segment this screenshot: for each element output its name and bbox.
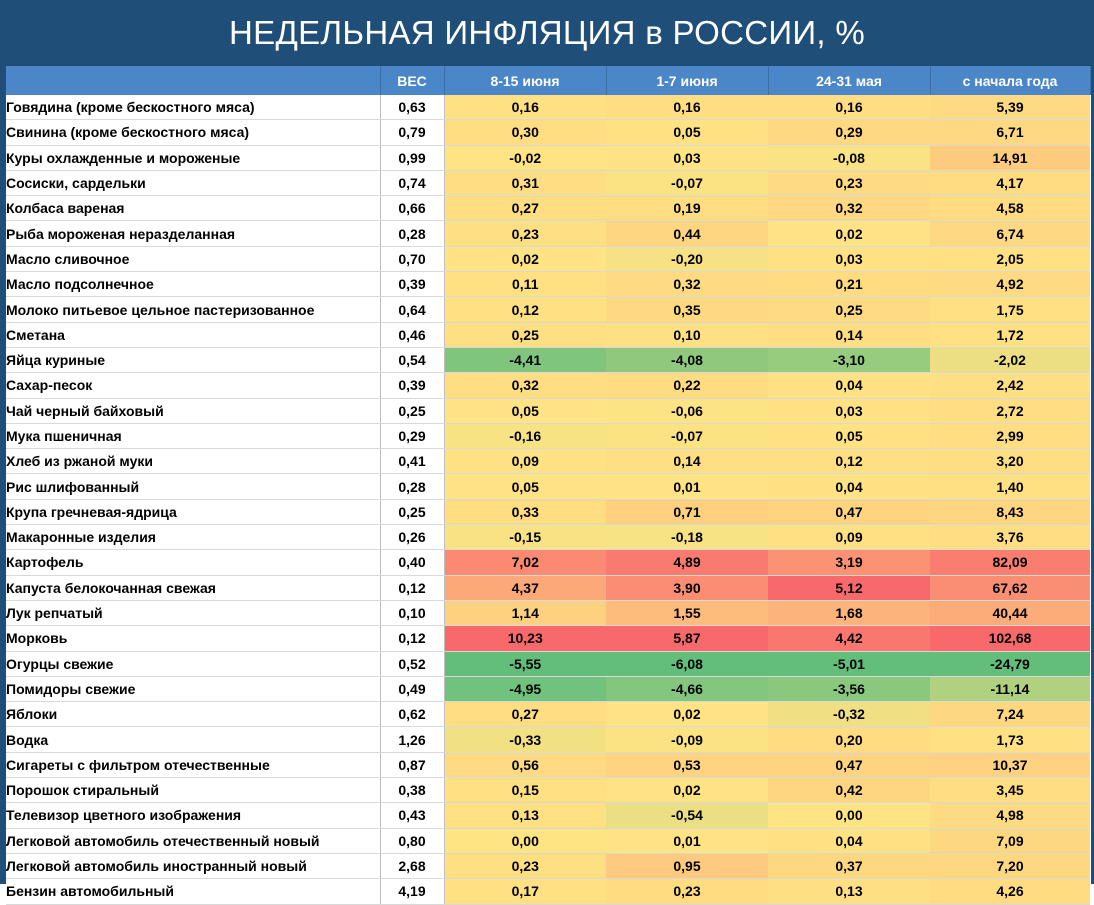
row-weight-cell: 0,28 — [380, 474, 444, 499]
cell-week-1: 0,13 — [444, 803, 606, 828]
header-row — [6, 66, 1090, 95]
cell-ytd: 4,58 — [930, 196, 1090, 221]
table-row — [6, 702, 1090, 727]
row-name-cell: Сметана — [6, 322, 380, 347]
cell-ytd: 40,44 — [930, 600, 1090, 625]
cell-week-3: -3,56 — [768, 676, 930, 701]
row-weight-cell: 0,49 — [380, 676, 444, 701]
cell-week-3: 0,47 — [768, 752, 930, 777]
row-weight-cell: 0,25 — [380, 398, 444, 423]
cell-ytd: 1,75 — [930, 297, 1090, 322]
cell-ytd: 3,76 — [930, 525, 1090, 550]
cell-week-2: 3,90 — [606, 575, 768, 600]
inflation-table — [6, 66, 1091, 905]
cell-week-2: 4,89 — [606, 550, 768, 575]
row-name-cell: Картофель — [6, 550, 380, 575]
row-weight-cell: 4,19 — [380, 879, 444, 904]
cell-week-1: 0,12 — [444, 297, 606, 322]
row-name-cell: Порошок стиральный — [6, 778, 380, 803]
row-weight-cell: 2,68 — [380, 853, 444, 878]
table-row — [6, 727, 1090, 752]
table-body — [6, 95, 1090, 904]
cell-ytd: 3,45 — [930, 778, 1090, 803]
cell-week-1: 0,33 — [444, 499, 606, 524]
row-name-cell: Яйца куриные — [6, 347, 380, 372]
table-row — [6, 499, 1090, 524]
row-weight-cell: 0,28 — [380, 221, 444, 246]
cell-ytd: 102,68 — [930, 626, 1090, 651]
cell-week-1: 0,30 — [444, 120, 606, 145]
cell-ytd: 10,37 — [930, 752, 1090, 777]
table-row — [6, 803, 1090, 828]
cell-week-1: 0,27 — [444, 196, 606, 221]
cell-week-3: 0,04 — [768, 474, 930, 499]
cell-week-2: 0,53 — [606, 752, 768, 777]
cell-week-1: 0,09 — [444, 449, 606, 474]
cell-week-1: -4,41 — [444, 347, 606, 372]
cell-ytd: 82,09 — [930, 550, 1090, 575]
cell-week-3: -0,32 — [768, 702, 930, 727]
cell-ytd: 2,05 — [930, 246, 1090, 271]
cell-week-3: -3,10 — [768, 347, 930, 372]
table-row — [6, 221, 1090, 246]
cell-week-3: 0,29 — [768, 120, 930, 145]
table-row — [6, 828, 1090, 853]
cell-ytd: 2,42 — [930, 373, 1090, 398]
row-weight-cell: 0,54 — [380, 347, 444, 372]
cell-week-3: 0,14 — [768, 322, 930, 347]
cell-week-2: 0,02 — [606, 702, 768, 727]
table-row — [6, 778, 1090, 803]
row-name-cell: Сигареты с фильтром отечественные — [6, 752, 380, 777]
cell-week-2: -0,54 — [606, 803, 768, 828]
table-row — [6, 651, 1090, 676]
table-row — [6, 297, 1090, 322]
row-name-cell: Мука пшеничная — [6, 423, 380, 448]
row-weight-cell: 0,12 — [380, 575, 444, 600]
cell-ytd: 4,26 — [930, 879, 1090, 904]
row-weight-cell: 0,46 — [380, 322, 444, 347]
cell-week-3: 0,04 — [768, 373, 930, 398]
cell-ytd: 5,39 — [930, 95, 1090, 120]
cell-week-3: 0,16 — [768, 95, 930, 120]
header-week-1: 8-15 июня — [444, 66, 606, 95]
cell-ytd: 4,98 — [930, 803, 1090, 828]
row-name-cell: Лук репчатый — [6, 600, 380, 625]
table-row — [6, 525, 1090, 550]
table-row — [6, 879, 1090, 904]
cell-ytd: -11,14 — [930, 676, 1090, 701]
header-name — [6, 66, 380, 95]
header-week-3: 24-31 мая — [768, 66, 930, 95]
cell-ytd: 1,40 — [930, 474, 1090, 499]
row-name-cell: Говядина (кроме бескостного мяса) — [6, 95, 380, 120]
row-name-cell: Масло сливочное — [6, 246, 380, 271]
row-weight-cell: 0,66 — [380, 196, 444, 221]
cell-week-2: -0,20 — [606, 246, 768, 271]
cell-week-2: 1,55 — [606, 600, 768, 625]
cell-week-2: 0,22 — [606, 373, 768, 398]
cell-week-3: 0,09 — [768, 525, 930, 550]
row-weight-cell: 0,39 — [380, 373, 444, 398]
row-weight-cell: 0,62 — [380, 702, 444, 727]
cell-week-1: -0,16 — [444, 423, 606, 448]
cell-week-2: -6,08 — [606, 651, 768, 676]
table-row — [6, 272, 1090, 297]
cell-week-1: -4,95 — [444, 676, 606, 701]
cell-week-1: 0,17 — [444, 879, 606, 904]
table-row — [6, 423, 1090, 448]
cell-week-2: 0,10 — [606, 322, 768, 347]
cell-week-3: -0,08 — [768, 145, 930, 170]
row-weight-cell: 0,25 — [380, 499, 444, 524]
cell-week-1: -0,33 — [444, 727, 606, 752]
table-row — [6, 145, 1090, 170]
row-name-cell: Легковой автомобиль отечественный новый — [6, 828, 380, 853]
cell-ytd: 3,20 — [930, 449, 1090, 474]
header-ytd: с начала года — [930, 66, 1090, 95]
cell-ytd: 7,24 — [930, 702, 1090, 727]
table-row — [6, 600, 1090, 625]
header-week-2: 1-7 июня — [606, 66, 768, 95]
cell-week-1: -0,15 — [444, 525, 606, 550]
cell-week-1: 10,23 — [444, 626, 606, 651]
cell-ytd: 7,09 — [930, 828, 1090, 853]
cell-week-2: 0,19 — [606, 196, 768, 221]
table-row — [6, 196, 1090, 221]
row-weight-cell: 0,10 — [380, 600, 444, 625]
row-name-cell: Водка — [6, 727, 380, 752]
table-row — [6, 626, 1090, 651]
row-weight-cell: 0,79 — [380, 120, 444, 145]
cell-ytd: 14,91 — [930, 145, 1090, 170]
cell-week-2: 0,02 — [606, 778, 768, 803]
table-row — [6, 474, 1090, 499]
cell-week-3: 0,02 — [768, 221, 930, 246]
cell-week-3: -5,01 — [768, 651, 930, 676]
cell-week-3: 0,03 — [768, 398, 930, 423]
cell-week-2: -0,06 — [606, 398, 768, 423]
row-name-cell: Бензин автомобильный — [6, 879, 380, 904]
cell-week-2: 0,35 — [606, 297, 768, 322]
row-weight-cell: 0,74 — [380, 170, 444, 195]
row-name-cell: Хлеб из ржаной муки — [6, 449, 380, 474]
cell-week-1: 0,11 — [444, 272, 606, 297]
cell-ytd: 1,73 — [930, 727, 1090, 752]
row-name-cell: Телевизор цветного изображения — [6, 803, 380, 828]
cell-week-2: -0,07 — [606, 423, 768, 448]
cell-week-3: 0,00 — [768, 803, 930, 828]
row-name-cell: Масло подсолнечное — [6, 272, 380, 297]
cell-week-2: -0,18 — [606, 525, 768, 550]
cell-week-1: 0,05 — [444, 474, 606, 499]
table-row — [6, 449, 1090, 474]
cell-week-2: -4,08 — [606, 347, 768, 372]
cell-week-1: 0,31 — [444, 170, 606, 195]
cell-week-1: 0,56 — [444, 752, 606, 777]
cell-week-1: 4,37 — [444, 575, 606, 600]
cell-ytd: 2,99 — [930, 423, 1090, 448]
cell-week-2: 0,95 — [606, 853, 768, 878]
cell-week-2: 0,44 — [606, 221, 768, 246]
row-weight-cell: 0,70 — [380, 246, 444, 271]
cell-week-2: 0,01 — [606, 474, 768, 499]
cell-week-3: 0,21 — [768, 272, 930, 297]
cell-week-2: 0,01 — [606, 828, 768, 853]
cell-week-3: 0,12 — [768, 449, 930, 474]
cell-ytd: 8,43 — [930, 499, 1090, 524]
cell-ytd: 2,72 — [930, 398, 1090, 423]
table-row — [6, 373, 1090, 398]
cell-week-1: 7,02 — [444, 550, 606, 575]
row-name-cell: Огурцы свежие — [6, 651, 380, 676]
row-weight-cell: 0,40 — [380, 550, 444, 575]
row-name-cell: Молоко питьевое цельное пастеризованное — [6, 297, 380, 322]
cell-week-3: 0,04 — [768, 828, 930, 853]
table-row — [6, 347, 1090, 372]
cell-week-1: 0,27 — [444, 702, 606, 727]
cell-week-1: -0,02 — [444, 145, 606, 170]
cell-week-1: 0,15 — [444, 778, 606, 803]
cell-week-3: 3,19 — [768, 550, 930, 575]
cell-week-2: 0,23 — [606, 879, 768, 904]
cell-week-3: 1,68 — [768, 600, 930, 625]
row-weight-cell: 0,80 — [380, 828, 444, 853]
row-name-cell: Помидоры свежие — [6, 676, 380, 701]
row-name-cell: Куры охлажденные и мороженые — [6, 145, 380, 170]
row-name-cell: Яблоки — [6, 702, 380, 727]
table-row — [6, 398, 1090, 423]
table-row — [6, 246, 1090, 271]
cell-week-3: 0,05 — [768, 423, 930, 448]
table-row — [6, 120, 1090, 145]
cell-ytd: 6,74 — [930, 221, 1090, 246]
cell-week-3: 0,42 — [768, 778, 930, 803]
cell-week-2: 0,32 — [606, 272, 768, 297]
cell-week-2: 5,87 — [606, 626, 768, 651]
cell-week-3: 0,32 — [768, 196, 930, 221]
cell-week-3: 0,03 — [768, 246, 930, 271]
row-weight-cell: 0,29 — [380, 423, 444, 448]
cell-ytd: 1,72 — [930, 322, 1090, 347]
cell-week-1: 0,02 — [444, 246, 606, 271]
row-weight-cell: 0,38 — [380, 778, 444, 803]
row-name-cell: Рыба мороженая неразделанная — [6, 221, 380, 246]
cell-week-2: 0,71 — [606, 499, 768, 524]
cell-week-2: -0,07 — [606, 170, 768, 195]
table-row — [6, 550, 1090, 575]
row-weight-cell: 0,41 — [380, 449, 444, 474]
cell-week-1: 0,23 — [444, 853, 606, 878]
cell-ytd: -2,02 — [930, 347, 1090, 372]
table-row — [6, 575, 1090, 600]
cell-week-3: 0,20 — [768, 727, 930, 752]
row-name-cell: Легковой автомобиль иностранный новый — [6, 853, 380, 878]
row-weight-cell: 0,87 — [380, 752, 444, 777]
cell-week-2: 0,16 — [606, 95, 768, 120]
row-name-cell: Сосиски, сардельки — [6, 170, 380, 195]
cell-week-3: 0,25 — [768, 297, 930, 322]
row-weight-cell: 1,26 — [380, 727, 444, 752]
cell-week-2: -0,09 — [606, 727, 768, 752]
cell-week-2: -4,66 — [606, 676, 768, 701]
cell-week-1: 0,00 — [444, 828, 606, 853]
row-weight-cell: 0,52 — [380, 651, 444, 676]
cell-week-3: 0,37 — [768, 853, 930, 878]
table-row — [6, 676, 1090, 701]
row-weight-cell: 0,64 — [380, 297, 444, 322]
row-name-cell: Макаронные изделия — [6, 525, 380, 550]
row-weight-cell: 0,12 — [380, 626, 444, 651]
cell-week-3: 0,13 — [768, 879, 930, 904]
table-row — [6, 752, 1090, 777]
row-name-cell: Морковь — [6, 626, 380, 651]
row-name-cell: Капуста белокочанная свежая — [6, 575, 380, 600]
row-name-cell: Колбаса вареная — [6, 196, 380, 221]
cell-week-1: 0,05 — [444, 398, 606, 423]
row-name-cell: Крупа гречневая-ядрица — [6, 499, 380, 524]
cell-week-1: 0,25 — [444, 322, 606, 347]
row-weight-cell: 0,99 — [380, 145, 444, 170]
row-name-cell: Сахар-песок — [6, 373, 380, 398]
cell-week-1: 1,14 — [444, 600, 606, 625]
cell-ytd: 6,71 — [930, 120, 1090, 145]
cell-ytd: 4,17 — [930, 170, 1090, 195]
table-row — [6, 322, 1090, 347]
cell-week-2: 0,05 — [606, 120, 768, 145]
cell-week-1: 0,32 — [444, 373, 606, 398]
row-weight-cell: 0,39 — [380, 272, 444, 297]
cell-ytd: -24,79 — [930, 651, 1090, 676]
cell-week-1: -5,55 — [444, 651, 606, 676]
cell-week-3: 0,23 — [768, 170, 930, 195]
row-name-cell: Чай черный байховый — [6, 398, 380, 423]
cell-week-2: 0,14 — [606, 449, 768, 474]
row-weight-cell: 0,43 — [380, 803, 444, 828]
row-weight-cell: 0,63 — [380, 95, 444, 120]
cell-ytd: 67,62 — [930, 575, 1090, 600]
row-weight-cell: 0,26 — [380, 525, 444, 550]
table-row — [6, 853, 1090, 878]
header-weight: ВЕС — [380, 66, 444, 95]
row-name-cell: Рис шлифованный — [6, 474, 380, 499]
cell-week-2: 0,03 — [606, 145, 768, 170]
cell-week-3: 4,42 — [768, 626, 930, 651]
cell-week-1: 0,16 — [444, 95, 606, 120]
cell-ytd: 4,92 — [930, 272, 1090, 297]
cell-week-1: 0,23 — [444, 221, 606, 246]
cell-week-3: 5,12 — [768, 575, 930, 600]
table-row — [6, 95, 1090, 120]
table-row — [6, 170, 1090, 195]
cell-week-3: 0,47 — [768, 499, 930, 524]
row-name-cell: Свинина (кроме бескостного мяса) — [6, 120, 380, 145]
page-title: НЕДЕЛЬНАЯ ИНФЛЯЦИЯ в РОССИИ, % — [229, 14, 865, 51]
cell-ytd: 7,20 — [930, 853, 1090, 878]
